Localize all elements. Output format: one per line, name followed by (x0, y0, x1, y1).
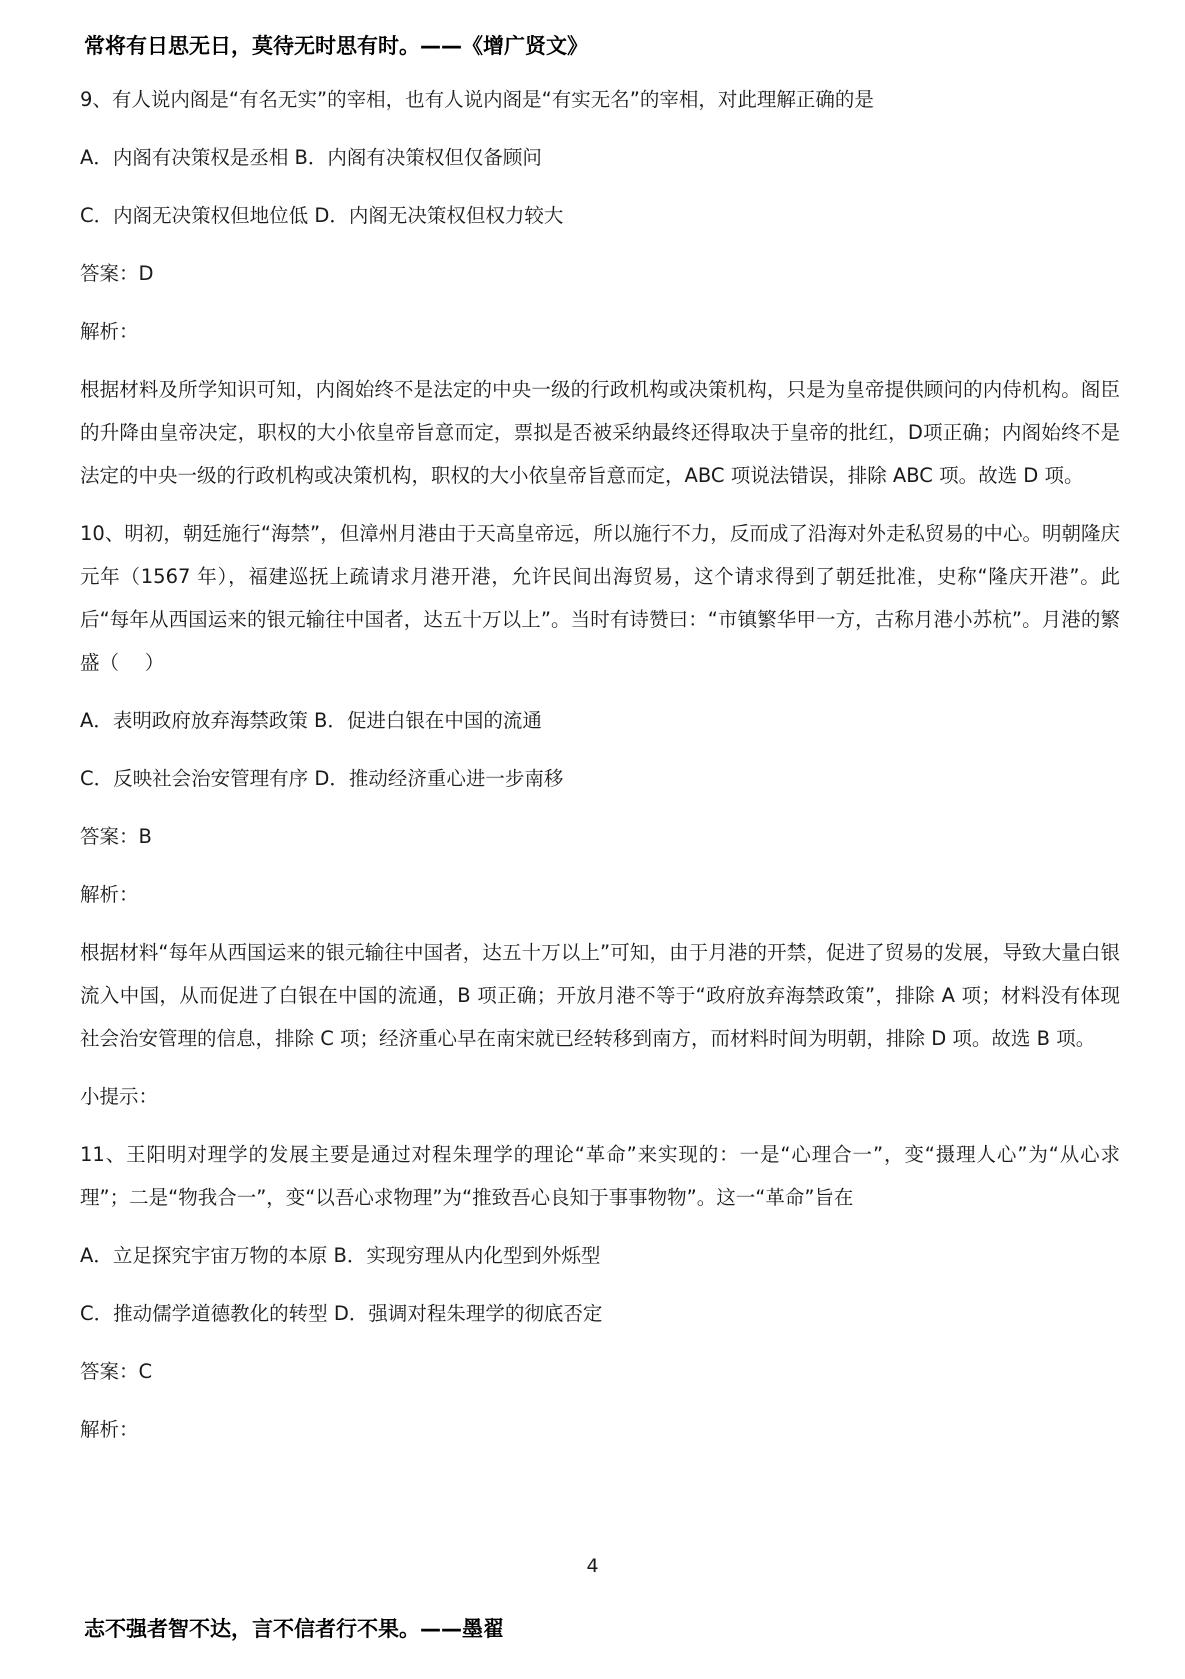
q10-analysis-label: 解析： (80, 883, 139, 906)
q9-options-cd: C．内阁无决策权但地位低 D．内阁无决策权但权力较大 (80, 204, 564, 227)
q9-analysis: 根据材料及所学知识可知，内阁始终不是法定的中央一级的行政机构或决策机构，只是为皇帝提供顾问的内侍机构。阁臣的升降由皇帝决定，职权的大小依皇帝旨意而定，票拟是否被采纳最终还得取决于皇帝的批红，D项正确；内阁始终不是法定的中央一级的行政机构或决策机构，职权的大小依皇帝旨意而定，ABC 项说法错误，排除 ABC 项。故选 D 项。 (80, 378, 1120, 487)
q9-options-ab: A．内阁有决策权是丞相 B．内阁有决策权但仅备顾问 (80, 146, 542, 169)
q9-answer: 答案：D (80, 262, 154, 285)
q10-options-ab: A．表明政府放弃海禁政策 B．促进白银在中国的流通 (80, 709, 542, 732)
q10-analysis: 根据材料“每年从西国运来的银元输往中国者，达五十万以上”可知，由于月港的开禁，促进了贸易的发展，导致大量白银流入中国，从而促进了白银在中国的流通，B 项正确；开放月港不等于“政府放弃海禁政策”，排除 A 项；材料没有体现社会治安管理的信息，排除 C 项；经济重心早在南宋就已经转移到南方，而材料时间为明朝，排除 D 项。故选 B 项。 (80, 941, 1120, 1050)
q11-answer: 答案：C (80, 1360, 153, 1383)
header-quote: 常将有日思无日，莫待无时思有时。——《增广贤文》 (84, 34, 588, 58)
q11-options-ab: A．立足探究宇宙万物的本原 B．实现穷理从内化型到外烁型 (80, 1244, 601, 1267)
q10-options-cd: C．反映社会治安管理有序 D．推动经济重心进一步南移 (80, 767, 564, 790)
q9-analysis-label: 解析： (80, 320, 139, 343)
q11-analysis-label: 解析： (80, 1418, 139, 1441)
footer-quote: 志不强者智不达，言不信者行不果。——墨翟 (84, 1617, 504, 1641)
q11-options-cd: C．推动儒学道德教化的转型 D．强调对程朱理学的彻底否定 (80, 1302, 603, 1325)
q9-stem: 9、有人说内阁是“有名无实”的宰相，也有人说内阁是“有实无名”的宰相，对此理解正确的是 (80, 88, 874, 111)
q10-answer: 答案：B (80, 825, 152, 848)
page-content (80, 78, 1120, 1466)
page-number: 4 (586, 1555, 599, 1577)
q10-tip-label: 小提示： (80, 1085, 159, 1108)
q10-stem: 10、明初，朝廷施行“海禁”，但漳州月港由于天高皇帝远，所以施行不力，反而成了沿海对外走私贸易的中心。明朝隆庆元年（1567 年），福建巡抚上疏请求月港开港，允许民间出海贸易，这个请求得到了朝廷批准，史称“隆庆开港”。此后“每年从西国运来的银元输往中国者，达五十万以上”。当时有诗赞曰：“市镇繁华甲一方，古称月港小苏杭”。月港的繁盛（ ） (80, 522, 1120, 674)
q11-stem: 11、王阳明对理学的发展主要是通过对程朱理学的理论“革命”来实现的：一是“心理合一”，变“摄理人心”为“从心求理”；二是“物我合一”，变“以吾心求物理”为“推致吾心良知于事事物物”。这一“革命”旨在 (80, 1143, 1120, 1209)
